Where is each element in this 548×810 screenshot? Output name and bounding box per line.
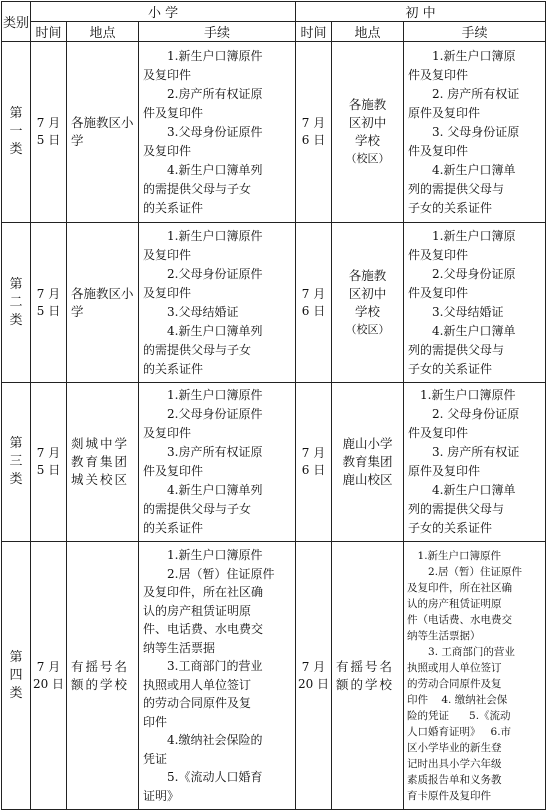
middle-place-cell [332,383,404,542]
procedure-line: 的关系证件 [143,361,204,376]
middle-procedure-cell [404,383,546,542]
procedure-line: 的劳动合同原件及复 [143,696,252,710]
middle-place-cell [332,42,404,223]
primary-place-header: 地点 [67,22,139,42]
table-row [2,42,546,223]
place-line: 教育集团 [342,454,393,469]
procedure-line: 子女的关系证件 [408,521,493,535]
procedure-line: 件及复印件 [408,285,469,300]
table-row [2,542,546,810]
category-char: 四 [9,667,23,683]
procedure-line: 件及复印件 [408,247,469,262]
time-day: 6 日 [301,463,326,477]
procedure-line: 的劳动合同原件及复 [407,677,502,690]
procedure-line: 及复印件，所在社区确 [407,581,513,594]
procedure-line: 3. 工商部门的营业 [428,645,515,658]
procedure-line: 证明》 [143,788,180,803]
primary-procedure-header: 手续 [139,22,296,42]
procedure-line: 2. 房产所有权证 [432,86,520,101]
time-day: 20 日 [32,676,65,691]
header-row-1 [2,2,546,22]
place-line: （校区） [345,152,390,165]
time-month: 7 月 [36,116,61,130]
category-char: 二 [9,294,23,310]
time-month: 7 月 [301,286,326,301]
category-char: 第 [9,276,23,292]
place-line: 区初中 [348,285,387,301]
table-row [2,383,546,542]
procedure-line: 素质报告单和义务教 [407,773,502,786]
category-char: 类 [9,472,23,487]
time-day: 5 日 [36,133,61,147]
procedure-line: 及复印件，所在社区确 [143,585,264,599]
place-line: 鹿山小学 [342,436,393,451]
procedure-line: 认的房产租赁证明原 [407,597,502,610]
middle-place-header: 地点 [332,22,404,42]
procedure-line: 1.新生户口簿原 [432,48,516,63]
procedure-line: 及复印件 [143,67,192,82]
procedure-line: 3.父母身份证原件 [167,124,263,139]
procedure-line: 的关系证件 [143,200,204,215]
procedure-line: 4.新生户口簿单列 [167,323,263,338]
primary-procedure-cell [139,542,296,810]
procedure-line: 凭证 [143,751,168,766]
header-row-2 [2,22,546,42]
procedure-line: 3. 父母身份证原 [432,124,520,139]
category-char: 类 [9,142,23,157]
time-month: 7 月 [301,446,326,460]
procedure-line: 及复印件 [143,143,192,158]
time-month: 7 月 [301,116,326,130]
procedure-line: 2.父母身份证原件 [167,266,263,281]
place-line: 学校 [355,133,381,148]
primary-procedure-cell [139,42,296,223]
procedure-line: 列的需提供父母与 [408,181,505,196]
procedure-line: 1.新生户口簿原件 [167,388,263,402]
procedure-line: 3.父母结婚证 [432,304,504,319]
procedure-line: 4.新生户口簿单 [432,162,516,177]
primary-time-cell [31,223,67,383]
procedure-line: 4.缴纳社会保险的 [167,733,263,747]
procedure-line: 5.《流动人口婚育 [167,770,263,784]
procedure-line: 的需提供父母与子女 [143,342,252,357]
category-char: 第 [9,436,23,451]
procedure-line: 子女的关系证件 [408,361,493,376]
procedure-line: 执照或用人单位签订 [143,677,252,692]
procedure-line: 1.新生户口簿原件 [167,548,263,562]
procedure-line: 1.新生户口簿原件 [167,48,263,63]
time-day: 20 日 [297,676,330,691]
procedure-line: 纳等生活票据 [143,640,216,655]
time-month: 7 月 [36,446,61,460]
procedure-line: 3.房产所有权证原 [167,445,263,459]
procedure-line: 子女的关系证件 [408,200,493,215]
place-line: （校区） [345,322,390,336]
primary-time-header: 时间 [31,22,67,42]
procedure-line: 2.居（暂）住证原件 [428,565,523,578]
category-char: 一 [9,124,23,139]
middle-place-cell [332,223,404,383]
middle-place-cell: 有摇号名额的学校 [332,542,404,810]
primary-place-cell: 各施教区小学 [67,223,139,383]
middle-time-header: 时间 [296,22,332,42]
procedure-line: 件（电话费、水电费交 [407,613,513,626]
procedure-line: 原件及复印件 [408,464,481,478]
middle-time-cell [296,383,332,542]
procedure-line: 记时出具小学六年级 [407,757,502,770]
middle-procedure-cell [404,542,546,810]
category-char: 第 [9,106,23,121]
procedure-line: 纳等生活票据） [407,629,481,642]
procedure-line: 及复印件 [143,426,192,440]
category-header: 类别 [2,2,31,42]
procedure-line: 件及复印件 [143,105,204,120]
category-char: 第 [9,649,23,665]
table-row [2,223,546,383]
procedure-line: 2.父母身份证原 [432,266,516,281]
procedure-line: 2. 父母身份证原 [432,407,520,421]
category-char: 类 [9,685,23,701]
primary-place-cell: 有摇号名额的学校 [67,542,139,810]
middle-school-header: 初 中 [296,2,546,22]
procedure-line: 件及复印件 [143,464,204,478]
procedure-line: 列的需提供父母与 [408,342,505,357]
procedure-line: 的需提供父母与子女 [143,181,252,196]
time-day: 6 日 [301,303,326,318]
middle-time-cell [296,42,332,223]
primary-time-cell [31,542,67,810]
procedure-line: 育卡原件及复印件 [407,789,492,802]
procedure-line: 4.新生户口簿单列 [167,162,263,177]
place-line: 区初中 [348,115,387,130]
procedure-line: 2.居（暂）住证原件 [167,566,275,581]
time-month: 7 月 [301,659,326,674]
category-cell [2,542,31,810]
primary-place-cell: 各施教区小学 [67,42,139,223]
procedure-line: 件及复印件 [408,67,469,82]
category-char: 类 [9,312,23,328]
time-month: 7 月 [36,286,61,301]
procedure-line: 3. 房产所有权证 [432,445,520,459]
time-day: 5 日 [36,303,61,318]
procedure-line: 2.房产所有权证原 [167,86,263,101]
time-month: 7 月 [36,659,61,674]
procedure-line: 1.新生户口簿原 [432,228,516,243]
procedure-line: 认的房产租赁证明原 [143,603,252,618]
place-line: 学校 [355,303,381,319]
procedure-line: 4.新生户口簿单 [432,323,516,338]
procedure-line: 3.父母结婚证 [167,304,239,319]
procedure-line: 件、电话费、水电费交 [143,622,264,636]
procedure-line: 4.新生户口簿单列 [167,483,263,497]
middle-procedure-header: 手续 [404,22,546,42]
category-cell [2,223,31,383]
procedure-line: 1.新生户口簿原件 [420,388,516,402]
procedure-line: 执照或用人单位签订 [407,661,502,674]
procedure-line: 件及复印件 [408,426,469,440]
procedure-line: 2.父母身份证原件 [167,407,263,421]
procedure-line: 1.新生户口簿原件 [167,228,263,243]
middle-time-cell [296,542,332,810]
enrollment-table [1,1,546,810]
time-day: 6 日 [301,133,326,147]
procedure-line: 印件 [143,714,168,729]
procedure-line: 印件 4. 缴纳社会保 [407,693,508,706]
primary-school-header: 小 学 [31,2,296,22]
category-cell [2,42,31,223]
procedure-line: 1.新生户口簿原件 [417,549,502,562]
primary-procedure-cell [139,223,296,383]
procedure-line: 4.新生户口簿单 [432,483,516,497]
middle-procedure-cell [404,42,546,223]
procedure-line: 险的凭证 5.《流动 [407,709,511,722]
place-line: 各施教 [348,267,387,283]
category-cell [2,383,31,542]
time-day: 5 日 [36,463,61,477]
procedure-line: 及复印件 [143,247,192,262]
procedure-line: 的关系证件 [143,521,204,535]
procedure-line: 及复印件 [143,285,192,300]
procedure-line: 原件及复印件 [408,105,481,120]
procedure-line: 列的需提供父母与 [408,502,505,516]
place-line: 各施教 [348,97,387,112]
middle-procedure-cell [404,223,546,383]
middle-time-cell [296,223,332,383]
procedure-line: 的需提供父母与子女 [143,502,252,516]
procedure-line: 区小学毕业的新生登 [407,741,502,754]
procedure-line: 件及复印件 [408,143,469,158]
procedure-line: 3.工商部门的营业 [167,659,263,673]
primary-place-cell: 剡城中学教育集团城关校区 [67,383,139,542]
primary-time-cell [31,383,67,542]
procedure-line: 人口婚育证明》 6.市 [407,725,512,738]
place-line: 鹿山校区 [342,472,393,487]
primary-time-cell [31,42,67,223]
category-char: 三 [9,454,23,469]
primary-procedure-cell [139,383,296,542]
